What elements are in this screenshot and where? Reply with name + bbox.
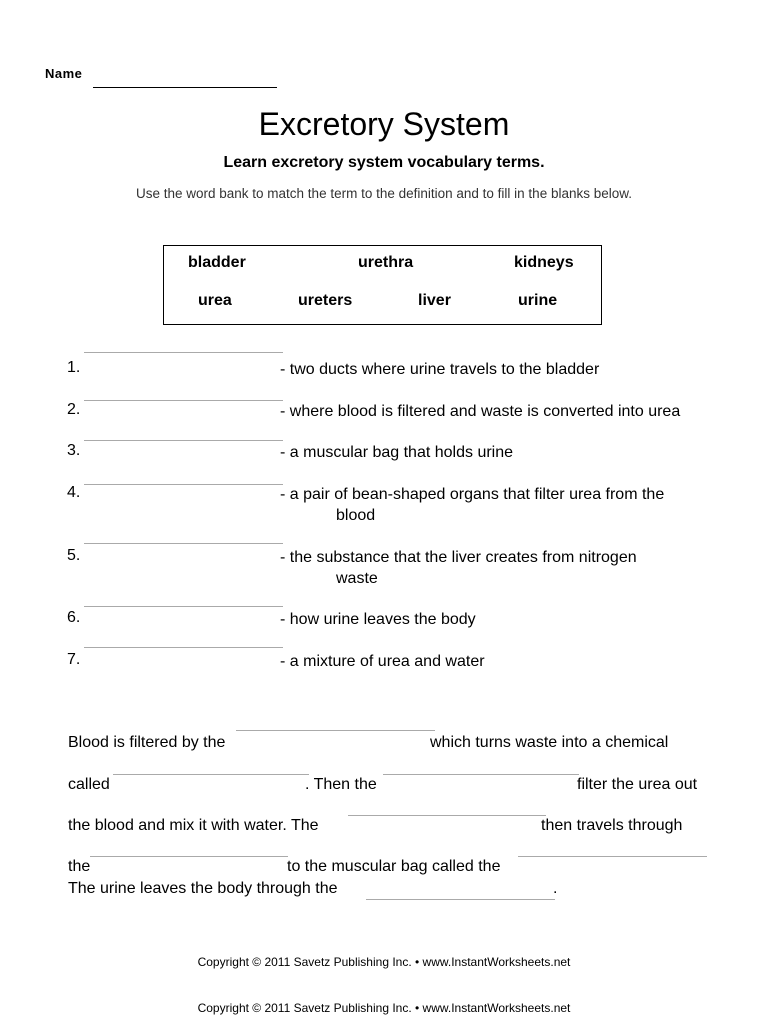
- question-definition: [280, 359, 599, 380]
- word-bank-term: urine: [518, 292, 558, 309]
- answer-blank[interactable]: [84, 440, 283, 441]
- question-definition: [280, 442, 513, 463]
- answer-blank[interactable]: [84, 647, 283, 648]
- fill-blank[interactable]: [113, 774, 309, 775]
- name-field[interactable]: [93, 87, 277, 88]
- page-title: Excretory System: [258, 106, 510, 142]
- word-bank-term: urea: [198, 292, 232, 309]
- definition-line: - how urine leaves the body: [280, 611, 476, 628]
- definition-line: - two ducts where urine travels to the bladder: [280, 361, 600, 378]
- answer-blank[interactable]: [84, 606, 283, 607]
- paragraph-text: to the muscular bag called the: [287, 858, 501, 875]
- paragraph-text: filter the urea out: [577, 776, 698, 793]
- fill-blank[interactable]: [348, 815, 546, 816]
- question-number: 3.: [67, 442, 81, 459]
- definition-line: - where blood is filtered and waste is converted into urea: [280, 403, 681, 420]
- fill-blank[interactable]: [90, 856, 288, 857]
- question-definition: [280, 401, 680, 422]
- question-number: 5.: [67, 547, 81, 564]
- question-number: 4.: [67, 484, 81, 501]
- definition-line: - a muscular bag that holds urine: [280, 444, 514, 461]
- paragraph-text: The urine leaves the body through the: [68, 880, 338, 897]
- question-definition: [280, 651, 485, 672]
- definition-line: - a pair of bean-shaped organs that filter urea from the: [280, 486, 665, 503]
- paragraph-text: which turns waste into a chemical: [430, 734, 669, 751]
- definition-line: - the substance that the liver creates from nitrogen: [280, 549, 637, 566]
- definition-continuation: blood: [336, 507, 376, 524]
- paragraph-text: . Then the: [305, 776, 377, 793]
- paragraph-text: then travels through: [541, 817, 683, 834]
- answer-blank[interactable]: [84, 352, 283, 353]
- paragraph-text: the: [68, 858, 91, 875]
- word-bank: [163, 245, 602, 325]
- question-number: 2.: [67, 401, 81, 418]
- word-bank-term: kidneys: [514, 254, 574, 271]
- answer-blank[interactable]: [84, 484, 283, 485]
- fill-blank[interactable]: [236, 730, 435, 731]
- question-definition: [280, 484, 664, 526]
- word-bank-term: ureters: [298, 292, 353, 309]
- word-bank-term: liver: [418, 292, 451, 309]
- question-definition: [280, 609, 476, 630]
- definition-line: - a mixture of urea and water: [280, 653, 485, 670]
- answer-blank[interactable]: [84, 400, 283, 401]
- definition-continuation: waste: [336, 570, 378, 587]
- paragraph-text: the blood and mix it with water. The: [68, 817, 319, 834]
- question-number: 7.: [67, 651, 81, 668]
- question-definition: [280, 547, 637, 589]
- question-number: 6.: [67, 609, 81, 626]
- question-number: 1.: [67, 359, 81, 376]
- paragraph-text: Blood is filtered by the: [68, 734, 226, 751]
- name-label: Name: [45, 66, 83, 81]
- page-subtitle: Learn excretory system vocabulary terms.: [223, 154, 545, 171]
- paragraph-text: .: [553, 880, 558, 897]
- fill-blank[interactable]: [383, 774, 579, 775]
- paragraph-text: called: [68, 776, 110, 793]
- word-bank-term: urethra: [358, 254, 414, 271]
- copyright-footer: Copyright © 2011 Savetz Publishing Inc. • www.InstantWorksheets.net: [197, 955, 571, 969]
- answer-blank[interactable]: [84, 543, 283, 544]
- word-bank-term: bladder: [188, 254, 246, 271]
- instructions: Use the word bank to match the term to the definition and to fill in the blanks below.: [135, 186, 633, 201]
- fill-blank[interactable]: [518, 856, 707, 857]
- copyright-footer: Copyright © 2011 Savetz Publishing Inc. • www.InstantWorksheets.net: [197, 1001, 571, 1015]
- fill-blank[interactable]: [366, 899, 555, 900]
